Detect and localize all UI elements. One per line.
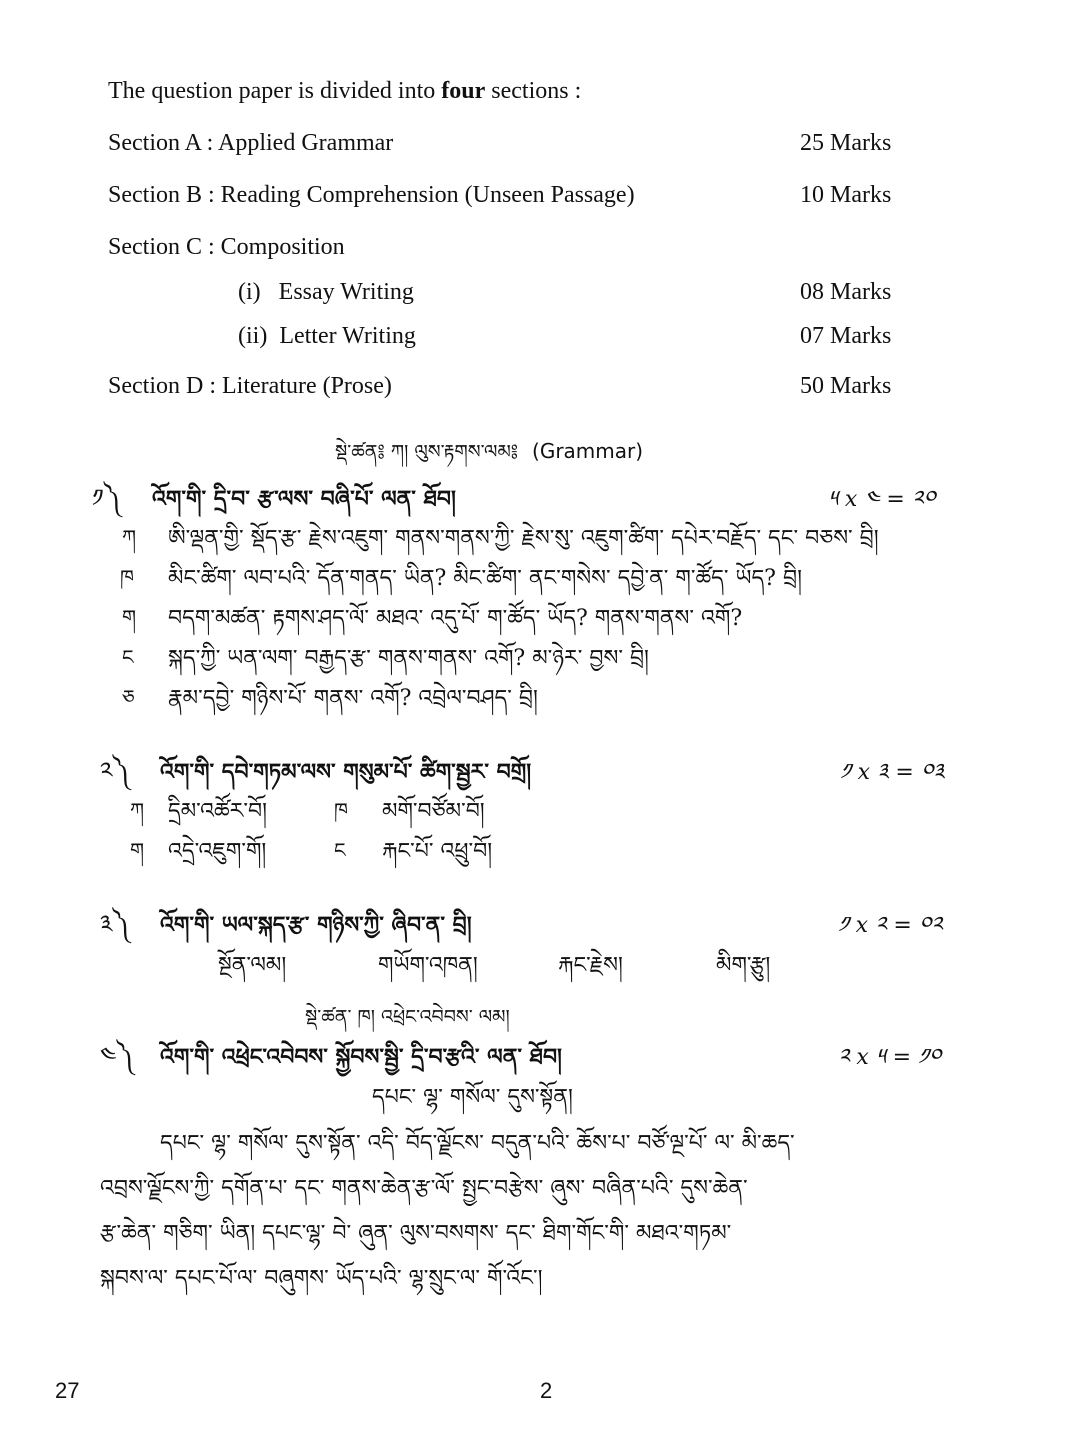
q2-pair-label: ཀ (130, 798, 145, 822)
q2-pair-label: ཁ (334, 798, 348, 822)
intro-bold: four (441, 78, 486, 104)
q3-title: འོག་གི་ ཡལ་སྐད་རྩ་ གཉིས་ཀྱི་ ཞིབ་ན་ བྲི། (160, 912, 472, 938)
passage-line: སྐབས་ལ་ དཔང་པོ་ལ་ བཞུགས་ ཡོད་པའི་ ལྷ་སྲུང་ལ་ གོ་འོང་། (100, 1266, 543, 1291)
q4-title: འོག་གི་ འཕྲེང་འབེབས་ སྐྱོབས་སྦྱི་ དྲི་བ་རྩའི་ ལན་ ཐོབ། (160, 1044, 562, 1070)
q1-item-label: ང (122, 645, 134, 669)
q1-item-label: ཁ (120, 565, 134, 589)
q2-pair-text: དྲིམ་འཚོར་བོ། (168, 799, 267, 824)
section-b-label: Section B : Reading Comprehension (Unseen Passage) (108, 182, 635, 208)
section-c-essay-marks: 08 Marks (800, 279, 892, 305)
passage-line: རྩ་ཆེན་ གཅིག་ ཡིན། དཔང་ལྷ་ བེ་ ཞུན་ ལུས་བསགས་ དང་ ཐིག་གོང་གི་ མཐའ་གཏམ་ (100, 1221, 732, 1246)
grammar-heading-english: (Grammar) (532, 439, 644, 463)
reading-section-heading: སྡེ་ཚན་ ཁ། འཕྲེང་འབེབས་ ལམ། (305, 1006, 510, 1028)
q1-item-text: རྣམ་དབྱེ་ གཉིས་པོ་ གནས་ འགོ? འབྲེལ་བཤད་ བྲི། (168, 686, 538, 711)
grammar-heading-tibetan: སྡེ་ཚན༔ ཀ། ལུས་རྟགས་ལམ༔ (335, 441, 519, 463)
section-c-letter-marks: 07 Marks (800, 323, 892, 349)
q1-item-label: ག (122, 605, 137, 629)
q1-item-text: ཨི་ལྡན་གྱི་ སྡོད་རྩ་ རྗེས་འཇུག་ གནས་གནས་ཀྱི་ རྗེས་སུ་ འཇུག་ཚིག་ དཔེར་བརྗོད་ དང་ བཅས་ བྲི། (168, 526, 879, 551)
paper-code: 27 (55, 1378, 80, 1403)
section-c-letter-label: (ii) Letter Writing (238, 323, 416, 349)
q1-item-label: ཀ (122, 525, 137, 549)
q4-number: ༤༽ (100, 1042, 134, 1070)
passage-line: འབྲས་ལྗོངས་ཀྱི་ དགོན་པ་ དང་ གནས་ཆེན་རྩ་ལོ་ སྤྱང་བརྩེས་ ཞུས་ བཞིན་པའི་ དུས་ཆེན་ (100, 1176, 748, 1201)
page-number: 2 (540, 1378, 553, 1403)
section-c-essay-label: (i) Essay Writing (238, 279, 414, 305)
q1-item-label: ཅ (122, 685, 135, 709)
section-b-marks: 10 Marks (800, 182, 892, 208)
passage-title: དཔང་ ལྷ་ གསོལ་ དུས་སྟོན། (372, 1085, 573, 1110)
q2-pair-text: འདྲེ་འཇུག་གོ། (168, 839, 267, 864)
q1-title: འོག་གི་ དྲི་བ་ རྩ་ལས་ བཞི་པོ་ ལན་ ཐོབ། (152, 486, 456, 512)
q2-pair-text: མགོ་བཙོམ་བོ། (382, 799, 485, 824)
q2-pair-label: ང (334, 838, 346, 862)
q2-title: འོག་གི་ དབེ་གཏམ་ལས་ གསུམ་པོ་ ཚིག་སྦྱར་ བགྲོ། (160, 759, 532, 785)
q2-score: ༡ x ༣ = ༠༣ (840, 760, 945, 785)
q3-score: ༡ x ༢ = ༠༢ (838, 913, 943, 938)
q1-score: ༥ x ༤ = ༢༠ (828, 487, 936, 512)
q3-word: མིག་རྩུ། (716, 953, 771, 978)
q3-word: སྔོན་ལམ། (218, 953, 287, 978)
q3-number: ༣༽ (100, 910, 130, 938)
intro-line (108, 78, 581, 105)
q1-item-text: བདག་མཚན་ རྟགས་ཤད་ལོ་ མཐའ་ འདུ་པོ་ ག་ཚོད་ ཡོད? གནས་གནས་ འགོ? (168, 606, 743, 631)
q1-item-text: མིང་ཚིག་ ལབ་པའི་ དོན་གནད་ ཡིན? མིང་ཚིག་ ནང་གསེས་ དབྱེ་ན་ ག་ཚོད་ ཡོད? བྲི། (168, 566, 802, 591)
intro-suffix: sections : (485, 78, 582, 104)
intro-prefix: The question paper is divided into (108, 78, 442, 104)
q2-pair-text: རྐང་པོ་ འཕྲུ་བོ། (382, 839, 493, 864)
section-d-marks: 50 Marks (800, 373, 892, 399)
passage-line: དཔང་ ལྷ་ གསོལ་ དུས་སྟོན་ འདི་ བོད་ལྗོངས་ བདུན་པའི་ ཆོས་པ་ བཙོ་ལྔ་པོ་ ལ་ མི་ཆད་ (160, 1131, 795, 1156)
q1-item-text: སྐད་ཀྱི་ ཡན་ལག་ བརྒྱད་རྩ་ གནས་གནས་ འགོ? མ་ཉེར་ བྱས་ བྲི། (168, 646, 649, 671)
q1-number: ༡༽ (92, 484, 121, 512)
section-a-marks: 25 Marks (800, 130, 892, 156)
q3-word: གཡོག་འཁན། (378, 953, 478, 978)
q4-score: ༢ x ༥ = ༡༠ (838, 1045, 941, 1070)
section-a-label: Section A : Applied Grammar (108, 130, 394, 156)
q3-word: རྐང་རྗེས། (558, 953, 623, 978)
section-d-label: Section D : Literature (Prose) (108, 373, 392, 399)
q2-number: ༢༽ (100, 757, 130, 785)
q2-pair-label: ག (130, 838, 145, 862)
section-c-label: Section C : Composition (108, 234, 345, 260)
